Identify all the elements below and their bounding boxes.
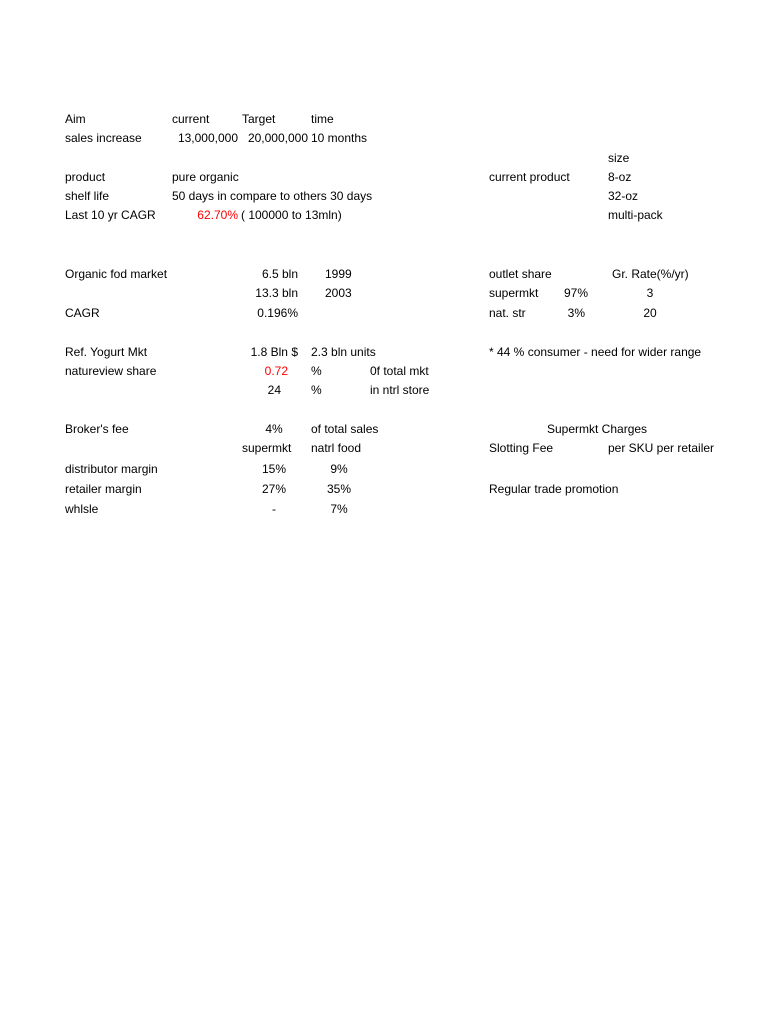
yogurt-market-label: Ref. Yogurt Mkt	[65, 345, 148, 359]
organic-market-1999-year: 1999	[325, 267, 352, 281]
size-8oz: 8-oz	[608, 170, 632, 184]
natureview-share-total-unit: %	[311, 364, 322, 378]
organic-market-2003-value: 13.3 bln	[255, 286, 298, 300]
size-multipack: multi-pack	[608, 208, 663, 222]
outlet-supermkt-growth: 3	[646, 286, 654, 300]
outlet-natstr-label: nat. str	[489, 306, 526, 320]
current-header: current	[172, 112, 210, 126]
organic-market-1999-value: 6.5 bln	[261, 267, 298, 281]
size-32oz: 32-oz	[608, 189, 639, 203]
sales-current-value: 13,000,000	[177, 131, 238, 145]
natureview-share-label: natureview share	[65, 364, 157, 378]
outlet-natstr-growth: 20	[643, 306, 657, 320]
yogurt-market-value: 1.8 Bln $	[250, 345, 298, 359]
slotting-fee-label: Slotting Fee	[489, 441, 554, 455]
organic-market-2003-year: 2003	[325, 286, 352, 300]
yogurt-market-units: 2.3 bln units	[311, 345, 376, 359]
cagr-10yr-value: 62.70%	[197, 208, 238, 222]
product-label: product	[65, 170, 106, 184]
size-header: size	[608, 151, 630, 165]
whlsle-supermkt: -	[272, 502, 276, 516]
consumer-note: * 44 % consumer - need for wider range	[489, 345, 702, 359]
natureview-share-store-value: 24	[267, 383, 281, 397]
outlet-supermkt-label: supermkt	[489, 286, 539, 300]
supermkt-charges-header: Supermkt Charges	[547, 422, 648, 436]
organic-market-label: Organic fod market	[65, 267, 168, 281]
natureview-share-total-value: 0.72	[264, 364, 288, 378]
trade-promotion-label: Regular trade promotion	[489, 482, 619, 496]
sales-time-value: 10 months	[311, 131, 368, 145]
cagr-10yr-note: ( 100000 to 13mln)	[241, 208, 342, 222]
aim-label: Aim	[65, 112, 86, 126]
natureview-share-store-unit: %	[311, 383, 322, 397]
slotting-fee-value: per SKU per retailer	[608, 441, 715, 455]
broker-fee-desc: of total sales	[311, 422, 379, 436]
cagr-10yr-label: Last 10 yr CAGR	[65, 208, 156, 222]
broker-fee-value: 4%	[265, 422, 283, 436]
natureview-share-total-desc: 0f total mkt	[370, 364, 429, 378]
growth-rate-header: Gr. Rate(%/yr)	[612, 267, 689, 281]
whlsle-label: whlsle	[65, 502, 99, 516]
natureview-share-store-desc: in ntrl store	[370, 383, 430, 397]
distributor-margin-label: distributor margin	[65, 462, 158, 476]
retailer-margin-natrl: 35%	[326, 482, 352, 496]
distributor-margin-natrl: 9%	[330, 462, 348, 476]
sales-increase-label: sales increase	[65, 131, 142, 145]
distributor-margin-supermkt: 15%	[261, 462, 287, 476]
outlet-natstr-share: 3%	[567, 306, 585, 320]
product-value: pure organic	[172, 170, 239, 184]
col-natrl-header: natrl food	[311, 441, 362, 455]
retailer-margin-label: retailer margin	[65, 482, 142, 496]
current-product-label: current product	[489, 170, 570, 184]
retailer-margin-supermkt: 27%	[261, 482, 287, 496]
outlet-share-header: outlet share	[489, 267, 552, 281]
target-header: Target	[242, 112, 276, 126]
shelf-life-value: 50 days in compare to others 30 days	[172, 189, 373, 203]
col-supermkt-header: supermkt	[242, 441, 292, 455]
cagr-value: 0.196%	[257, 306, 298, 320]
sales-target-value: 20,000,000	[247, 131, 308, 145]
cagr-label: CAGR	[65, 306, 100, 320]
shelf-life-label: shelf life	[65, 189, 110, 203]
time-header: time	[311, 112, 334, 126]
broker-fee-label: Broker's fee	[65, 422, 129, 436]
whlsle-natrl: 7%	[330, 502, 348, 516]
outlet-supermkt-share: 97%	[563, 286, 588, 300]
